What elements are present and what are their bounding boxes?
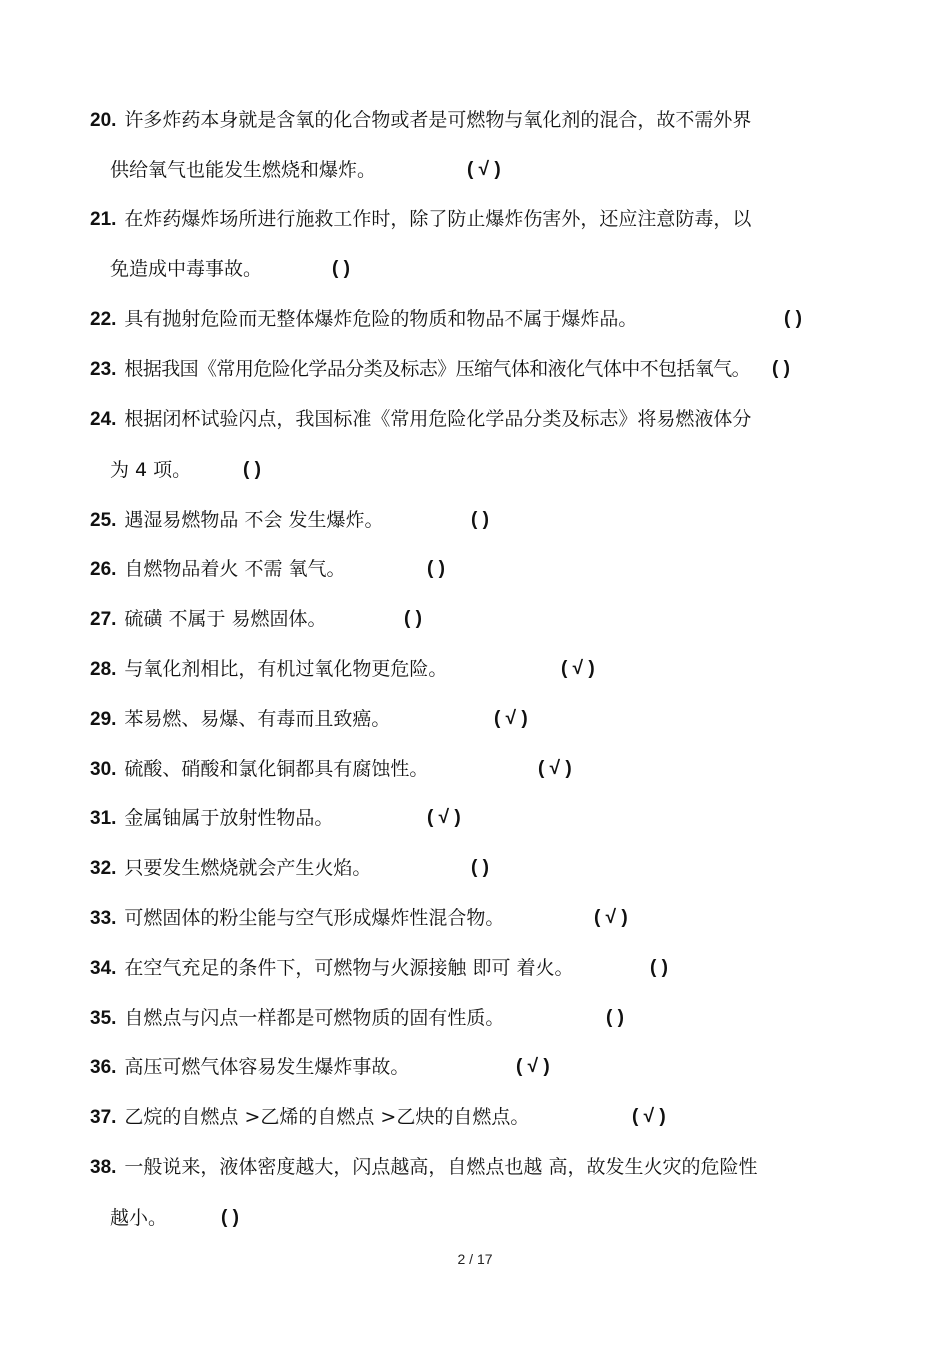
question-number: 21.	[90, 209, 117, 230]
question-text: 根据闭杯试验闪点，我国标准《常用危险化学品分类及标志》将易燃液体分	[124, 408, 752, 430]
question-31	[90, 806, 333, 831]
question-number: 35.	[90, 1008, 117, 1029]
question-number: 20.	[90, 110, 117, 131]
question-number: 32.	[90, 858, 117, 879]
answer-blank: ( √ )	[427, 807, 461, 828]
question-29	[90, 707, 390, 732]
question-33	[90, 906, 504, 931]
question-25	[90, 508, 384, 533]
question-22	[90, 307, 637, 332]
question-36	[90, 1055, 409, 1080]
question-text: 硫磺 不属于 易燃固体。	[124, 608, 327, 630]
question-number: 26.	[90, 559, 117, 580]
question-number: 37.	[90, 1107, 117, 1128]
question-number: 24.	[90, 409, 117, 430]
question-number: 25.	[90, 510, 117, 531]
answer-blank: ( )	[784, 308, 802, 329]
question-21	[90, 207, 751, 232]
answer-blank: ( )	[404, 608, 422, 629]
question-number: 23.	[90, 359, 117, 380]
question-20	[90, 108, 751, 133]
question-number: 33.	[90, 908, 117, 929]
question-20-continuation: 供给氧气也能发生燃烧和爆炸。	[110, 159, 377, 181]
question-28	[90, 657, 447, 682]
question-number: 30.	[90, 759, 117, 780]
question-text: 在炸药爆炸场所进行施救工作时，除了防止爆炸伤害外，还应注意防毒，以	[124, 208, 752, 230]
question-text: 金属铀属于放射性物品。	[124, 807, 334, 829]
question-number: 28.	[90, 659, 117, 680]
answer-blank: ( )	[772, 358, 790, 379]
answer-blank: ( )	[332, 258, 350, 279]
answer-blank: ( )	[471, 857, 489, 878]
question-text: 具有抛射危险而无整体爆炸危险的物质和物品不属于爆炸品。	[124, 308, 638, 330]
question-text: 乙烷的自燃点 >乙烯的自燃点 >乙炔的自燃点。	[124, 1106, 530, 1128]
question-text: 可燃固体的粉尘能与空气形成爆炸性混合物。	[124, 907, 505, 929]
answer-blank: ( )	[243, 459, 261, 480]
question-text: 根据我国《常用危险化学品分类及标志》压缩气体和液化气体中不包括氧气。	[124, 358, 751, 380]
answer-blank: ( )	[221, 1207, 239, 1228]
answer-blank: ( )	[471, 509, 489, 530]
question-text: 遇湿易燃物品 不会 发生爆炸。	[124, 509, 384, 531]
question-number: 31.	[90, 808, 117, 829]
question-23	[90, 357, 750, 382]
answer-blank: ( √ )	[594, 907, 628, 928]
question-number: 27.	[90, 609, 117, 630]
question-text: 在空气充足的条件下，可燃物与火源接触 即可 着火。	[124, 957, 574, 979]
question-text: 自燃物品着火 不需 氧气。	[124, 558, 346, 580]
answer-blank: ( )	[427, 558, 445, 579]
question-text: 高压可燃气体容易发生爆炸事故。	[124, 1056, 410, 1078]
question-text: 与氧化剂相比，有机过氧化物更危险。	[124, 658, 448, 680]
answer-blank: ( √ )	[467, 159, 501, 180]
question-text: 自燃点与闪点一样都是可燃物质的固有性质。	[124, 1007, 505, 1029]
answer-blank: ( √ )	[561, 658, 595, 679]
answer-blank: ( )	[606, 1007, 624, 1028]
answer-blank: ( )	[650, 957, 668, 978]
answer-blank: ( √ )	[516, 1056, 550, 1077]
question-32	[90, 856, 371, 881]
question-number: 34.	[90, 958, 117, 979]
question-38	[90, 1155, 757, 1180]
question-24-continuation: 为 4 项。	[110, 459, 192, 481]
question-text: 只要发生燃烧就会产生火焰。	[124, 857, 372, 879]
question-27	[90, 607, 327, 632]
question-34	[90, 956, 574, 981]
question-text: 一般说来，液体密度越大，闪点越高，自燃点也越 高，故发生火灾的危险性	[124, 1156, 758, 1178]
question-30	[90, 757, 428, 782]
question-text: 苯易燃、易爆、有毒而且致癌。	[124, 708, 391, 730]
question-38-continuation: 越小。	[110, 1207, 168, 1229]
question-number: 38.	[90, 1157, 117, 1178]
question-text: 硫酸、硝酸和氯化铜都具有腐蚀性。	[124, 758, 429, 780]
question-37	[90, 1105, 529, 1130]
question-21-continuation: 免造成中毒事故。	[110, 258, 263, 280]
question-26	[90, 557, 346, 582]
question-35	[90, 1006, 504, 1031]
page-number: 2 / 17	[457, 1251, 493, 1267]
question-number: 29.	[90, 709, 117, 730]
answer-blank: ( √ )	[494, 708, 528, 729]
answer-blank: ( √ )	[632, 1106, 666, 1127]
question-number: 36.	[90, 1057, 117, 1078]
question-number: 22.	[90, 309, 117, 330]
answer-blank: ( √ )	[538, 758, 572, 779]
question-text: 许多炸药本身就是含氧的化合物或者是可燃物与氧化剂的混合，故不需外界	[124, 109, 752, 131]
question-24	[90, 407, 751, 432]
